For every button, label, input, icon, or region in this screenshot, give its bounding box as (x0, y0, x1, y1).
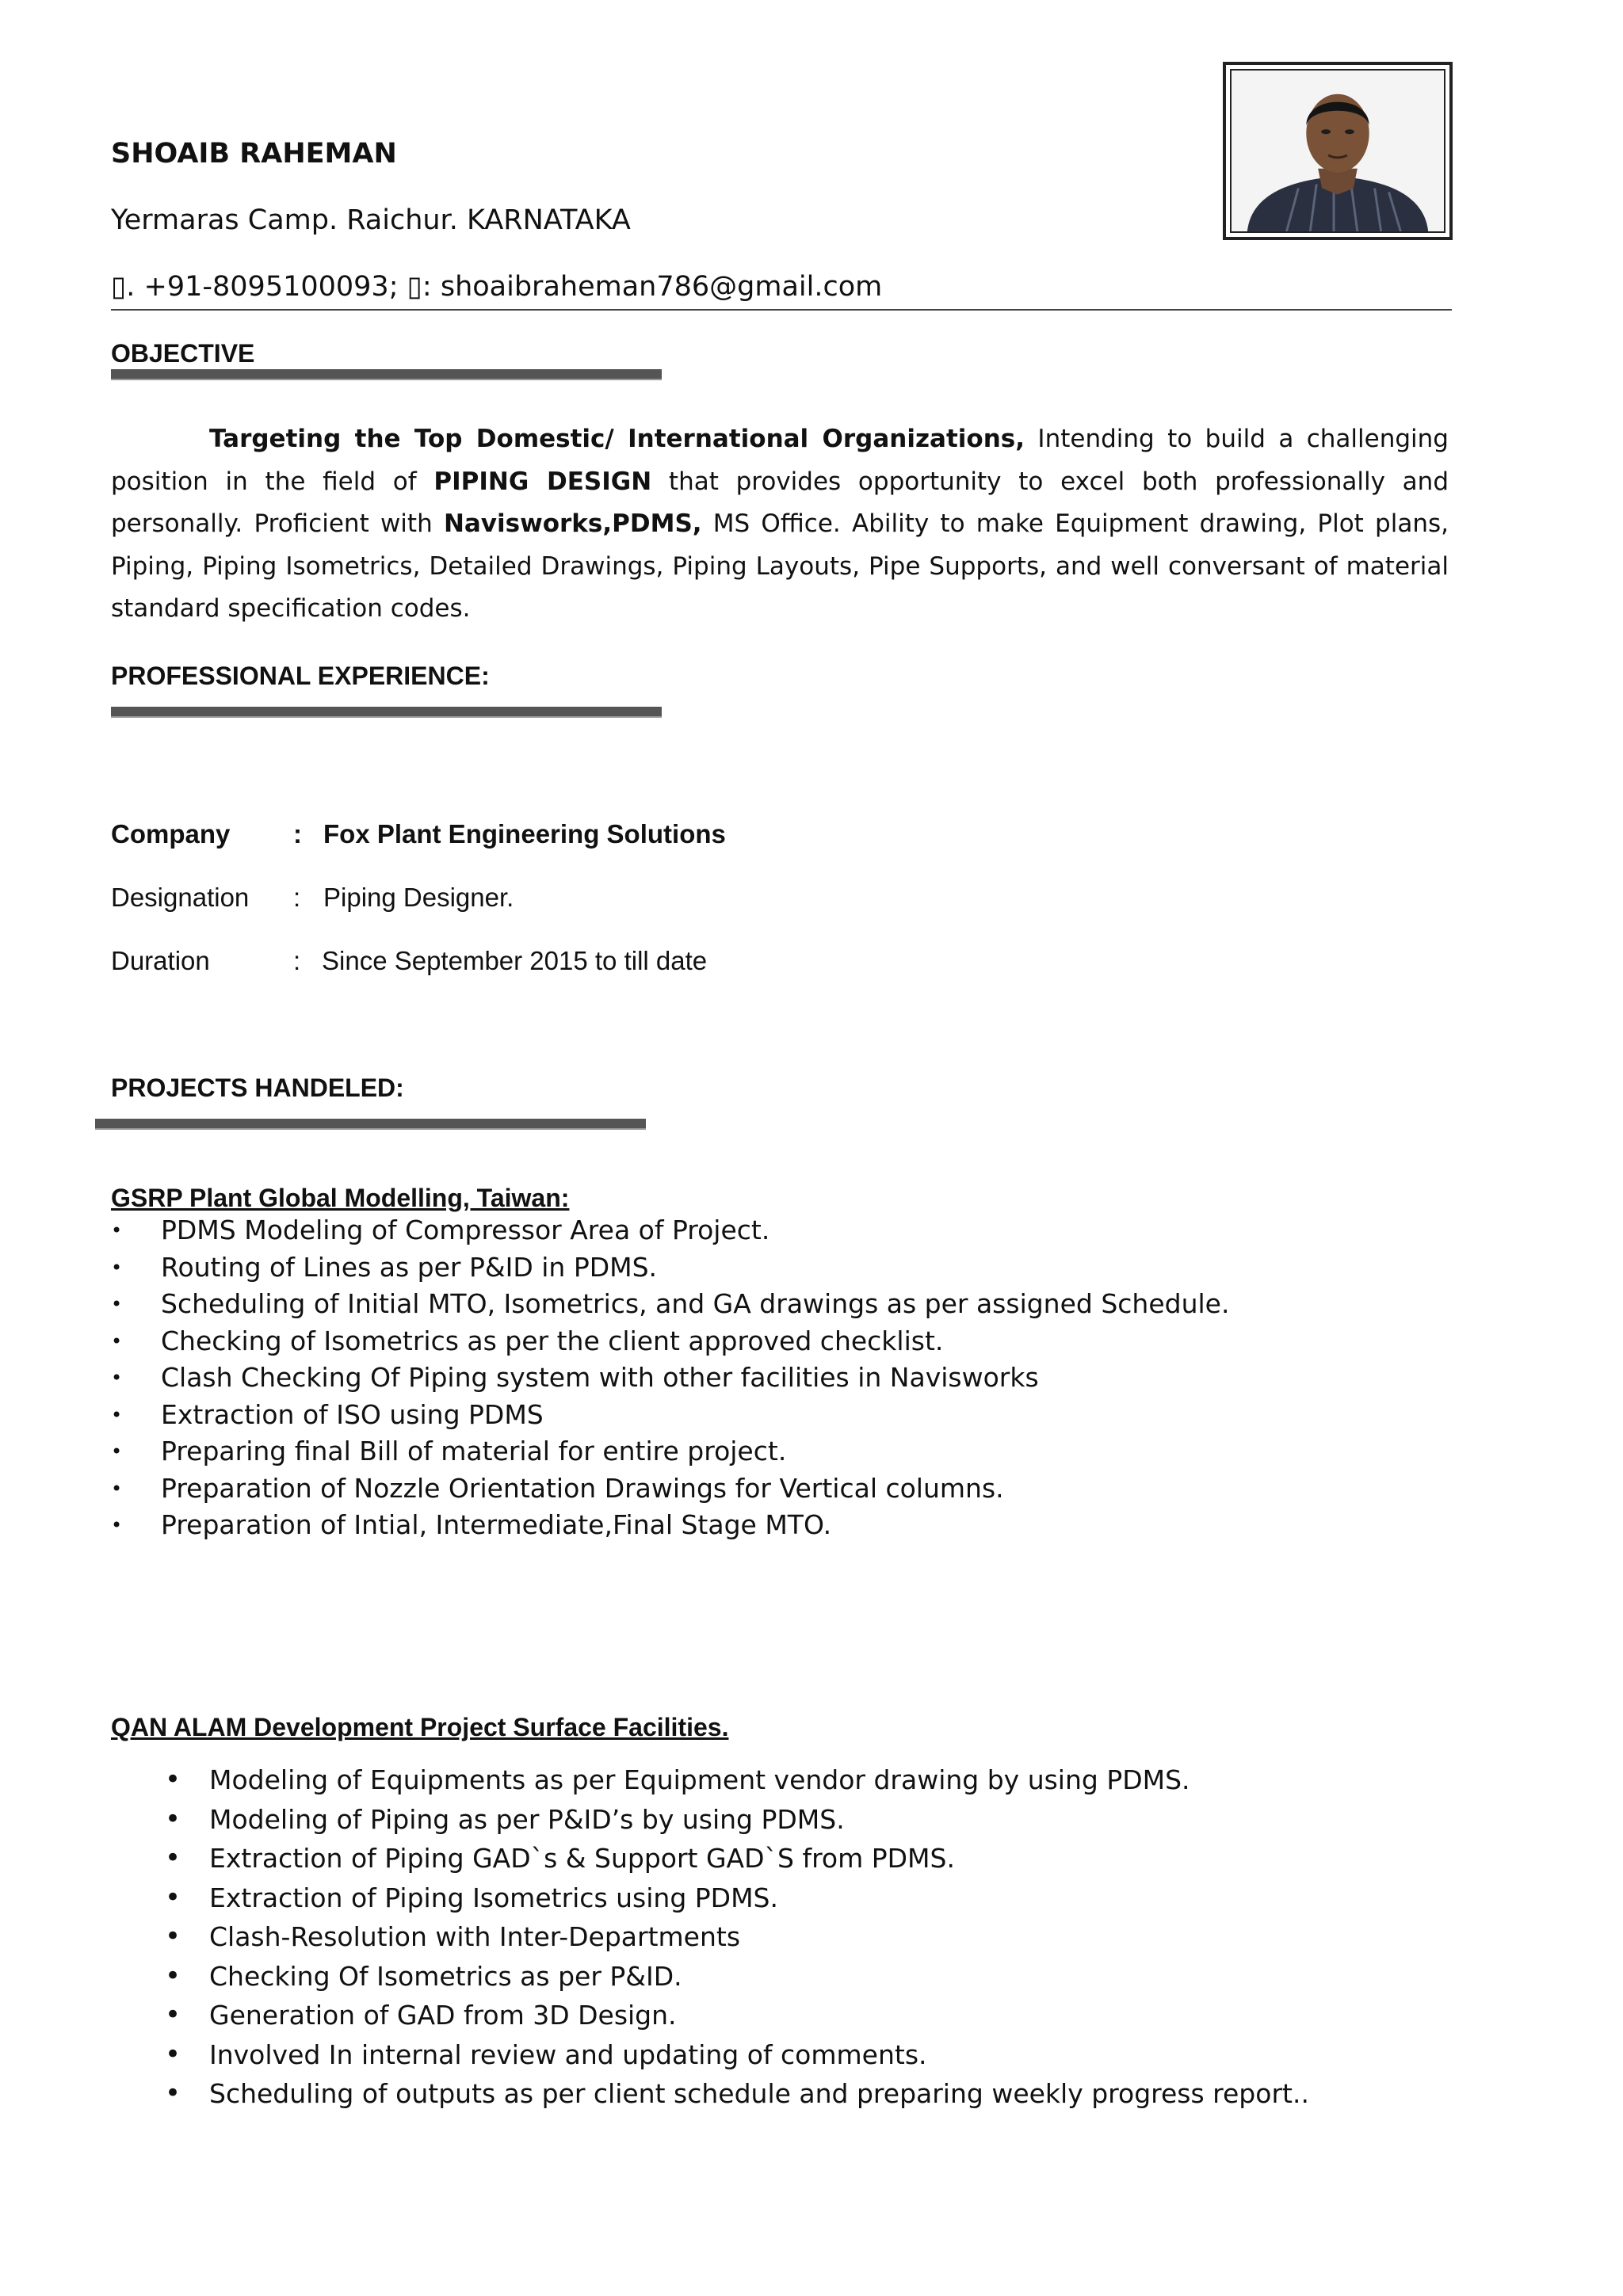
bullet-icon: • (165, 2077, 181, 2109)
objective-title: OBJECTIVE (111, 339, 255, 368)
contact-divider (111, 309, 1452, 311)
designation-colon: : (293, 883, 301, 912)
bullet-icon: • (111, 1219, 123, 1241)
bullet-icon: • (111, 1256, 123, 1279)
projects-title: PROJECTS HANDELED: (111, 1074, 404, 1102)
company-label: Company (111, 819, 231, 849)
contact-separator: ; (388, 271, 407, 303)
list-item: • Scheduling of Initial MTO, Isometrics, and GA drawings as per assigned Schedule. (111, 1286, 1229, 1323)
bullet-icon: • (111, 1293, 123, 1315)
duration-value: Since September 2015 to till date (322, 946, 708, 975)
designation-label: Designation (111, 883, 250, 912)
bullet-icon: • (165, 1881, 181, 1913)
list-item: • Clash Checking Of Piping system with other facilities in Navisworks (111, 1360, 1229, 1397)
designation-row (111, 883, 514, 913)
duration-colon: : (293, 946, 301, 975)
objective-lead: Targeting the Top Domestic/ International Organizations, (209, 425, 1025, 453)
objective-text-1: Intending to build a challenging position in the field of (111, 425, 1449, 496)
candidate-name: SHOAIB RAHEMAN (111, 138, 397, 170)
phone-number: +91-8095100093 (143, 271, 389, 303)
objective-text-3: MS Office. Ability to make Equipment drawing, Plot plans, Piping, Piping Isometrics, Detailed Drawings, Piping Layouts, Pipe Supports, and well conversant of material standard specification codes. (111, 509, 1449, 623)
list-item: • Scheduling of outputs as per client schedule and preparing weekly progress report.. (165, 2074, 1309, 2114)
objective-paragraph (111, 418, 1449, 631)
profile-photo-frame (1223, 62, 1453, 240)
email-prefix: : (422, 271, 441, 303)
bullet-icon: • (111, 1367, 123, 1389)
candidate-address: Yermaras Camp. Raichur. KARNATAKA (111, 204, 631, 236)
list-item: • Checking Of Isometrics as per P&ID. (165, 1957, 1309, 1997)
company-value: Fox Plant Engineering Solutions (323, 819, 726, 849)
list-item: • Modeling of Piping as per P&ID’s by using PDMS. (165, 1800, 1309, 1840)
bullet-icon: • (111, 1440, 123, 1463)
objective-text-2: that provides opportunity to excel both professionally and personally. Proficient with (111, 467, 1449, 538)
duration-row (111, 946, 707, 976)
project-2-list (165, 1760, 1309, 2114)
bullet-icon: • (111, 1477, 123, 1500)
list-item: • Preparation of Intial, Intermediate,Final Stage MTO. (111, 1507, 1229, 1544)
project-1-title: GSRP Plant Global Modelling, Taiwan: (111, 1184, 570, 1212)
list-item: • PDMS Modeling of Compressor Area of Project. (111, 1212, 1229, 1249)
phone-icon: ▯ (111, 271, 127, 303)
objective-bold-tools: Navisworks,PDMS, (443, 509, 702, 538)
duration-label: Duration (111, 946, 210, 975)
experience-underline (111, 707, 662, 718)
bullet-icon: • (165, 2038, 181, 2070)
list-item: • Extraction of ISO using PDMS (111, 1397, 1229, 1434)
list-item: • Generation of GAD from 3D Design. (165, 1996, 1309, 2035)
phone-prefix: . (126, 271, 144, 303)
bullet-icon: • (111, 1514, 123, 1536)
bullet-icon: • (165, 1802, 181, 1835)
contact-line (111, 271, 882, 303)
list-item: • Checking of Isometrics as per the client approved checklist. (111, 1323, 1229, 1360)
bullet-icon: • (165, 1920, 181, 1952)
email-address: shoaibraheman786@gmail.com (440, 271, 883, 303)
profile-photo (1230, 69, 1445, 233)
bullet-icon: • (165, 1842, 181, 1874)
list-item: • Modeling of Equipments as per Equipment vendor drawing by using PDMS. (165, 1760, 1309, 1800)
project-2-title: QAN ALAM Development Project Surface Facilities. (111, 1713, 729, 1741)
list-item: • Clash-Resolution with Inter-Departments (165, 1917, 1309, 1957)
designation-value: Piping Designer. (323, 883, 514, 912)
list-item: • Preparation of Nozzle Orientation Drawings for Vertical columns. (111, 1470, 1229, 1508)
bullet-icon: • (165, 1959, 181, 1992)
objective-underline (111, 369, 662, 380)
projects-underline (95, 1119, 646, 1130)
bullet-icon: • (111, 1403, 123, 1426)
company-colon: : (293, 819, 302, 849)
objective-bold-piping: PIPING DESIGN (433, 467, 652, 496)
email-icon: ▯ (407, 271, 422, 303)
list-item: • Routing of Lines as per P&ID in PDMS. (111, 1249, 1229, 1287)
profile-photo-image (1232, 71, 1444, 231)
company-row (111, 819, 726, 849)
list-item: • Extraction of Piping Isometrics using PDMS. (165, 1878, 1309, 1918)
project-1-list (111, 1212, 1229, 1544)
list-item: • Preparing final Bill of material for entire project. (111, 1433, 1229, 1470)
bullet-icon: • (111, 1329, 123, 1352)
list-item: • Extraction of Piping GAD`s & Support GAD`S from PDMS. (165, 1839, 1309, 1878)
bullet-icon: • (165, 1764, 181, 1795)
bullet-icon: • (165, 1999, 181, 2031)
list-item: • Involved In internal review and updating of comments. (165, 2035, 1309, 2075)
experience-title: PROFESSIONAL EXPERIENCE: (111, 662, 490, 690)
